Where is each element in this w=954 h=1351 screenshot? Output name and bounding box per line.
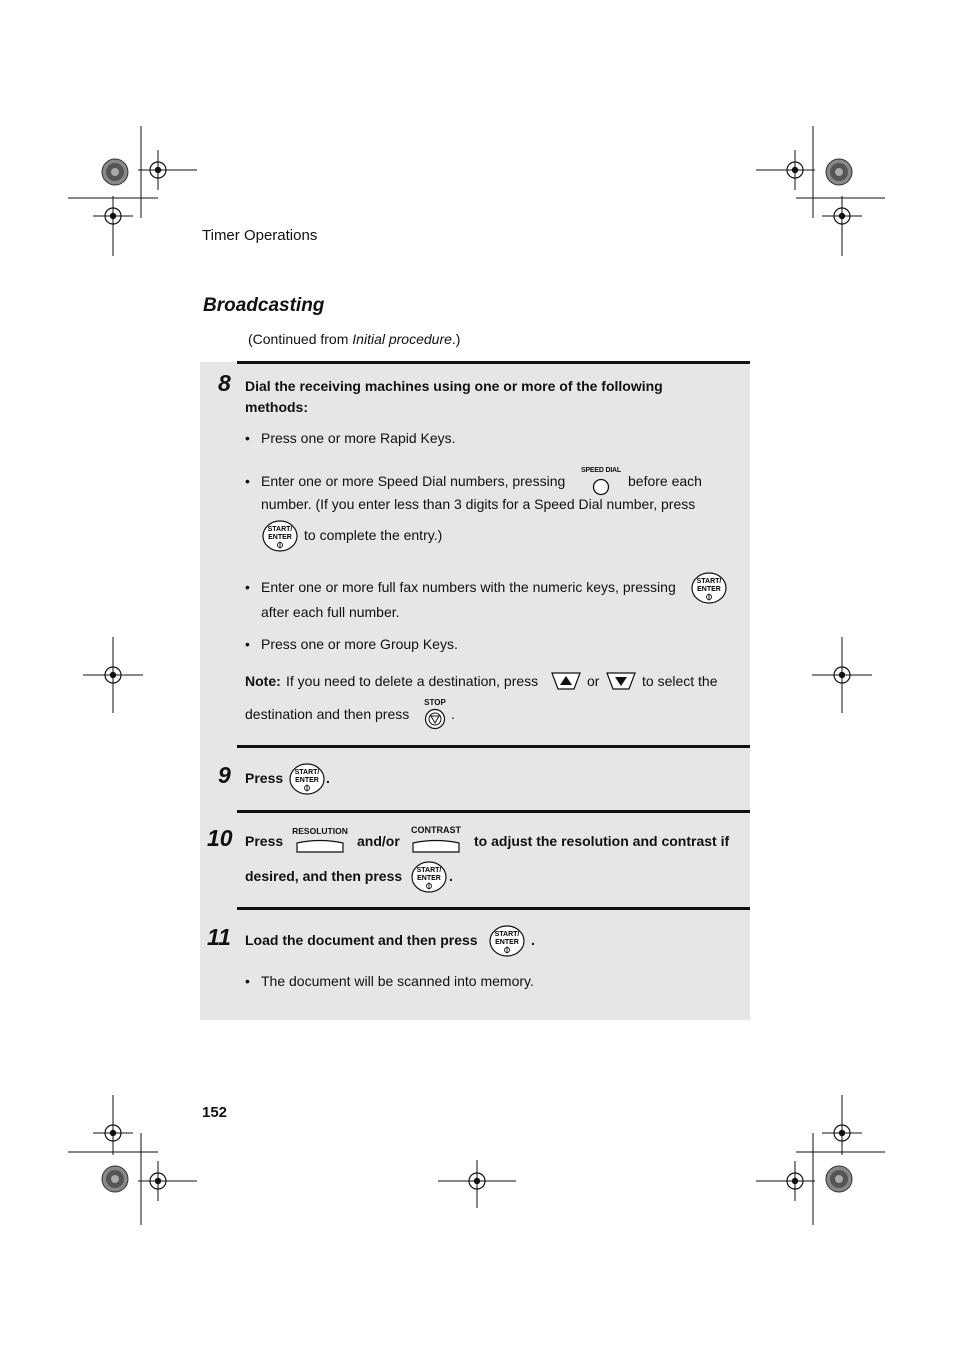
contrast-key-label: CONTRAST [411, 825, 461, 835]
start-enter-bottom-text: ENTER [495, 939, 519, 946]
step-8-bullet-2b: before each [628, 473, 702, 489]
step-8-bullet-3b: after each full number. [261, 604, 400, 620]
bullet-icon: • [245, 430, 250, 446]
note-or: or [587, 673, 600, 689]
bullet-icon: • [245, 973, 250, 989]
step-8-bullet-4: Press one or more Group Keys. [261, 636, 458, 652]
note-label: Note: [245, 673, 281, 689]
step-10-end: . [449, 868, 453, 884]
step-10-press: Press [245, 833, 284, 849]
step-10-line2: desired, and then press [245, 868, 403, 884]
step-9-number: 9 [218, 762, 231, 788]
note-text-d: . [451, 706, 455, 722]
step-9-end: . [326, 770, 330, 786]
start-enter-bottom-text: ENTER [295, 777, 319, 784]
step-8-number: 8 [218, 370, 231, 396]
start-enter-top-text: START/ [294, 769, 320, 776]
step-11-bullet-1: The document will be scanned into memory. [261, 973, 534, 989]
step-8-line2: methods: [245, 399, 308, 415]
continued-suffix: .) [451, 331, 461, 347]
step-8-bullet-3a: Enter one or more full fax numbers with the numeric keys, pressing [261, 579, 676, 595]
color-bar-icon [102, 1166, 128, 1192]
step-11-end: . [531, 932, 535, 948]
color-bar-icon [826, 159, 852, 185]
step-10-number: 10 [207, 825, 233, 851]
note-text-c: destination and then press [245, 706, 410, 722]
color-bar-icon [826, 1166, 852, 1192]
running-header: Timer Operations [202, 227, 318, 244]
stop-key-label: STOP [424, 698, 446, 707]
start-enter-top-text: START/ [696, 578, 722, 585]
note-text-a: If you need to delete a destination, press [286, 673, 539, 689]
step-11-number: 11 [207, 924, 231, 950]
section-title: Broadcasting [203, 295, 325, 316]
continued-ref: Initial procedure [352, 331, 452, 347]
start-enter-bottom-text: ENTER [417, 875, 441, 882]
step-9-press: Press [245, 770, 284, 786]
start-enter-top-text: START/ [494, 931, 520, 938]
start-enter-top-text: START/ [267, 526, 293, 533]
step-8-bullet-2a: Enter one or more Speed Dial numbers, pressing [261, 473, 566, 489]
bullet-icon: • [245, 473, 250, 489]
start-enter-bottom-text: ENTER [268, 534, 292, 541]
speed-dial-key-label: SPEED DIAL [580, 467, 621, 474]
step-8-bullet-1: Press one or more Rapid Keys. [261, 430, 456, 446]
step-11-line: Load the document and then press [245, 932, 478, 948]
step-8-bullet-2d: to complete the entry.) [304, 527, 443, 543]
color-bar-icon [102, 159, 128, 185]
step-10-andor: and/or [357, 833, 400, 849]
step-8-bullet-2c: number. (If you enter less than 3 digits for a Speed Dial number, press [261, 496, 696, 512]
note-text-b: to select the [642, 673, 718, 689]
start-enter-bottom-text: ENTER [697, 586, 721, 593]
page-number: 152 [202, 1104, 228, 1121]
continued-prefix: (Continued from [248, 331, 353, 347]
start-enter-top-text: START/ [416, 867, 442, 874]
step-8-line1: Dial the receiving machines using one or more of the following [245, 378, 663, 394]
resolution-key-label: RESOLUTION [292, 826, 348, 836]
bullet-icon: • [245, 636, 250, 652]
step-10-rest: to adjust the resolution and contrast if [474, 833, 730, 849]
bullet-icon: • [245, 579, 250, 595]
